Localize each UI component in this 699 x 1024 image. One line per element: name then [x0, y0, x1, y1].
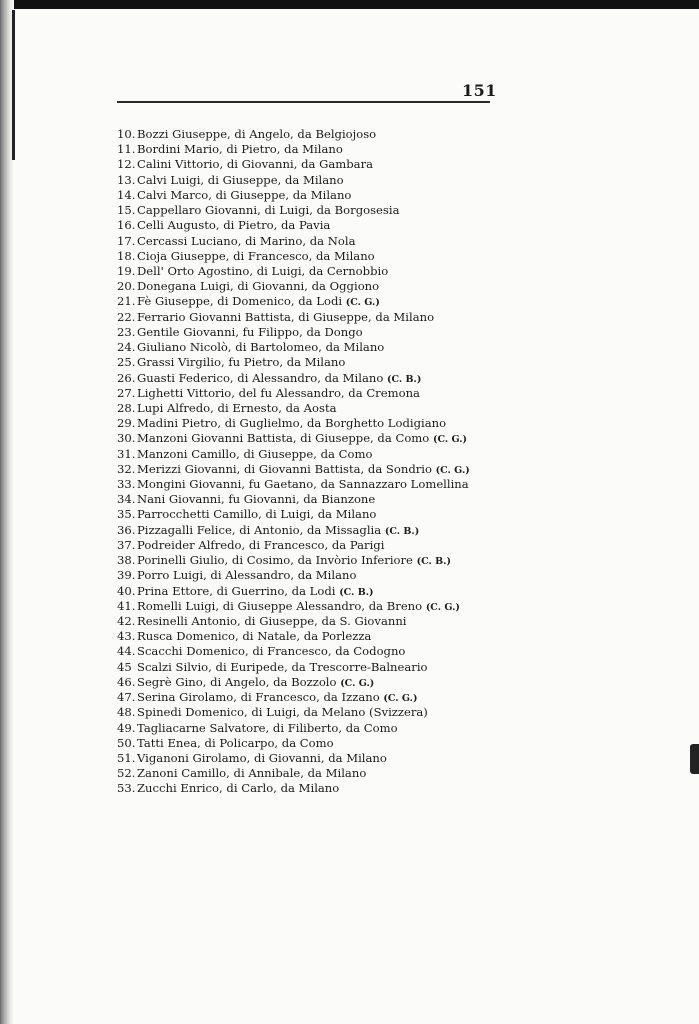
entry-number: 43.: [117, 629, 136, 644]
entry-text: Merizzi Giovanni, di Giovanni Battista, da Sondrio: [137, 461, 432, 476]
entry-text: Cercassi Luciano, di Marino, da Nola: [137, 233, 356, 248]
list-item: [117, 157, 470, 172]
entry-text: Giuliano Nicolò, di Bartolomeo, da Milano: [137, 340, 385, 355]
entry-tag: (C. G.): [383, 693, 418, 705]
entry-text: Viganoni Girolamo, di Giovanni, da Milano: [137, 750, 387, 765]
entry-number: 21.: [117, 294, 136, 309]
entry-text: Lighetti Vittorio, del fu Alessandro, da Cremona: [137, 385, 420, 400]
list-item: [117, 538, 470, 553]
entry-text: Gentile Giovanni, fu Filippo, da Dongo: [137, 324, 363, 339]
entry-text: Donegana Luigi, di Giovanni, da Oggiono: [137, 279, 380, 294]
entry-text: Fè Giuseppe, di Domenico, da Lodi: [137, 294, 343, 309]
entry-number: 11.: [117, 142, 136, 157]
list-item: [117, 173, 470, 188]
entry-text: Manzoni Camillo, di Giuseppe, da Como: [137, 446, 373, 461]
entry-number: 23.: [117, 324, 136, 339]
entry-text: Bozzi Giuseppe, di Angelo, da Belgiojoso: [137, 127, 377, 141]
list-item: [117, 766, 470, 781]
entry-number: 45: [117, 659, 132, 674]
list-item: [117, 188, 470, 203]
entry-text: Guasti Federico, di Alessandro, da Milano: [137, 370, 384, 385]
entry-tag: (C. G.): [345, 297, 380, 309]
entry-text: Tatti Enea, di Policarpo, da Como: [137, 735, 334, 750]
list-item: [117, 492, 470, 507]
list-item: [117, 234, 470, 249]
entry-number: 42.: [117, 614, 136, 628]
entry-text: Parrocchetti Camillo, di Luigi, da Milano: [137, 507, 377, 522]
entry-text: Resinelli Antonio, di Giuseppe, da S. Giovanni: [137, 614, 407, 628]
list-item: [117, 721, 470, 736]
entry-text: Madini Pietro, di Guglielmo, da Borghetto Lodigiano: [137, 416, 447, 431]
entry-number: 19.: [117, 263, 136, 278]
entry-number: 46.: [117, 674, 136, 689]
entry-tag: (C. B.): [339, 586, 374, 598]
entry-text: Prina Ettore, di Guerrino, da Lodi: [137, 583, 336, 598]
entry-text: Zanoni Camillo, di Annibale, da Milano: [137, 766, 367, 781]
list-item: [117, 690, 470, 705]
list-item: [117, 325, 470, 340]
entry-text: Scacchi Domenico, di Francesco, da Codogno: [137, 644, 406, 659]
entry-number: 41.: [117, 598, 136, 613]
entry-text: Bordini Mario, di Pietro, da Milano: [137, 142, 343, 157]
entry-number: 44.: [117, 644, 136, 659]
entry-number: 25.: [117, 355, 136, 370]
list-item: [117, 371, 470, 386]
list-item: [117, 386, 470, 401]
entry-number: 40.: [117, 583, 136, 598]
entry-number: 30.: [117, 431, 136, 446]
entry-text: Nani Giovanni, fu Giovanni, da Bianzone: [137, 492, 376, 507]
list-item: [117, 447, 470, 462]
entry-tag: (C. B.): [384, 525, 420, 537]
entry-number: 39.: [117, 568, 136, 583]
list-item: [117, 218, 470, 233]
list-item: [117, 523, 470, 538]
entry-number: 48.: [117, 705, 136, 720]
entry-tag: (C. G.): [435, 464, 470, 476]
entry-number: 50.: [117, 735, 136, 750]
entry-number: 12.: [117, 157, 136, 172]
entry-number: 15.: [117, 203, 136, 218]
entry-number: 27.: [117, 385, 136, 400]
entry-number: 36.: [117, 522, 136, 537]
list-item: [117, 736, 470, 751]
entry-text: Spinedi Domenico, di Luigi, da Melano (Svizzera): [137, 705, 428, 720]
entry-number: 13.: [117, 172, 136, 187]
list-item: [117, 431, 470, 446]
entry-list: [117, 127, 470, 797]
entry-number: 16.: [117, 218, 136, 233]
entry-tag: (C. B.): [416, 556, 451, 568]
entry-number: 24.: [117, 340, 136, 355]
entry-number: 53.: [117, 781, 136, 796]
list-item: [117, 142, 470, 157]
entry-text: Segrè Gino, di Angelo, da Bozzolo: [137, 674, 337, 689]
entry-number: 10.: [117, 127, 136, 141]
binding-mark: [12, 10, 15, 160]
entry-number: 20.: [117, 279, 136, 294]
list-item: [117, 507, 470, 522]
entry-number: 34.: [117, 492, 136, 507]
entry-tag: (C. G.): [432, 434, 468, 446]
entry-text: Mongini Giovanni, fu Gaetano, da Sannazzaro Lomellina: [137, 477, 469, 492]
entry-text: Ferrario Giovanni Battista, di Giuseppe, da Milano: [137, 309, 435, 324]
entry-number: 47.: [117, 690, 136, 705]
list-item: [117, 203, 470, 218]
entry-text: Calini Vittorio, di Giovanni, da Gambara: [137, 157, 374, 172]
list-item: [117, 599, 470, 614]
entry-text: Scalzi Silvio, di Euripede, da Trescorre-Balneario: [137, 659, 428, 674]
entry-number: 31.: [117, 446, 136, 461]
list-item: [117, 249, 470, 264]
scan-right-mark: [690, 744, 699, 774]
entry-text: Cappellaro Giovanni, di Luigi, da Borgosesia: [137, 203, 400, 218]
page-number: 151: [462, 81, 497, 100]
entry-text: Serina Girolamo, di Francesco, da Izzano: [137, 690, 380, 705]
entry-number: 38.: [117, 553, 136, 568]
list-item: [117, 477, 470, 492]
list-item: [117, 584, 470, 599]
list-item: [117, 751, 470, 766]
entry-text: Grassi Virgilio, fu Pietro, da Milano: [137, 355, 346, 370]
entry-number: 51.: [117, 750, 136, 765]
entry-number: 29.: [117, 416, 136, 431]
entry-text: Porro Luigi, di Alessandro, da Milano: [137, 568, 357, 583]
entry-text: Calvi Marco, di Giuseppe, da Milano: [137, 187, 352, 202]
entry-number: 22.: [117, 309, 136, 324]
entry-text: Rusca Domenico, di Natale, da Porlezza: [137, 629, 372, 644]
list-item: [117, 127, 470, 142]
entry-number: 37.: [117, 537, 136, 552]
entry-number: 28.: [117, 400, 136, 415]
entry-tag: (C. G.): [425, 601, 460, 613]
entry-number: 35.: [117, 507, 136, 522]
list-item: [117, 462, 470, 477]
list-item: [117, 279, 470, 294]
header-rule: [117, 101, 490, 103]
entry-text: Tagliacarne Salvatore, di Filiberto, da Como: [137, 720, 398, 735]
entry-tag: (C. B.): [387, 373, 422, 385]
list-item: [117, 355, 470, 370]
entry-number: 49.: [117, 720, 136, 735]
entry-number: 52.: [117, 766, 136, 781]
list-item: [117, 340, 470, 355]
entry-number: 26.: [117, 370, 136, 385]
list-item: [117, 310, 470, 325]
list-item: [117, 705, 470, 720]
list-item: [117, 416, 470, 431]
entry-text: Dell' Orto Agostino, di Luigi, da Cernobbio: [137, 263, 389, 278]
entry-number: 33.: [117, 477, 136, 492]
list-item: [117, 294, 470, 309]
list-item: [117, 629, 470, 644]
list-item: [117, 675, 470, 690]
list-item: [117, 401, 470, 416]
entry-text: Porinelli Giulio, di Cosimo, da Invòrio Inferiore: [137, 553, 413, 568]
entry-text: Pizzagalli Felice, di Antonio, da Missaglia: [137, 522, 382, 537]
entry-number: 17.: [117, 233, 136, 248]
list-item: [117, 553, 470, 568]
list-item: [117, 781, 470, 796]
list-item: [117, 614, 470, 629]
list-item: [117, 568, 470, 583]
entry-text: Cioja Giuseppe, di Francesco, da Milano: [137, 248, 375, 263]
entry-text: Calvi Luigi, di Giuseppe, da Milano: [137, 172, 344, 187]
entry-text: Celli Augusto, di Pietro, da Pavia: [137, 218, 331, 233]
entry-number: 18.: [117, 248, 136, 263]
list-item: [117, 264, 470, 279]
entry-number: 32.: [117, 461, 136, 476]
list-item: [117, 644, 470, 659]
scan-top-border: [0, 0, 699, 9]
entry-text: Lupi Alfredo, di Ernesto, da Aosta: [137, 400, 337, 415]
entry-tag: (C. G.): [340, 677, 375, 689]
entry-text: Podreider Alfredo, di Francesco, da Parigi: [137, 537, 385, 552]
entry-text: Manzoni Giovanni Battista, di Giuseppe, da Como: [137, 431, 430, 446]
entry-text: Romelli Luigi, di Giuseppe Alessandro, da Breno: [137, 598, 423, 613]
list-item: [117, 660, 470, 675]
entry-number: 14.: [117, 187, 136, 202]
entry-text: Zucchi Enrico, di Carlo, da Milano: [137, 781, 340, 796]
